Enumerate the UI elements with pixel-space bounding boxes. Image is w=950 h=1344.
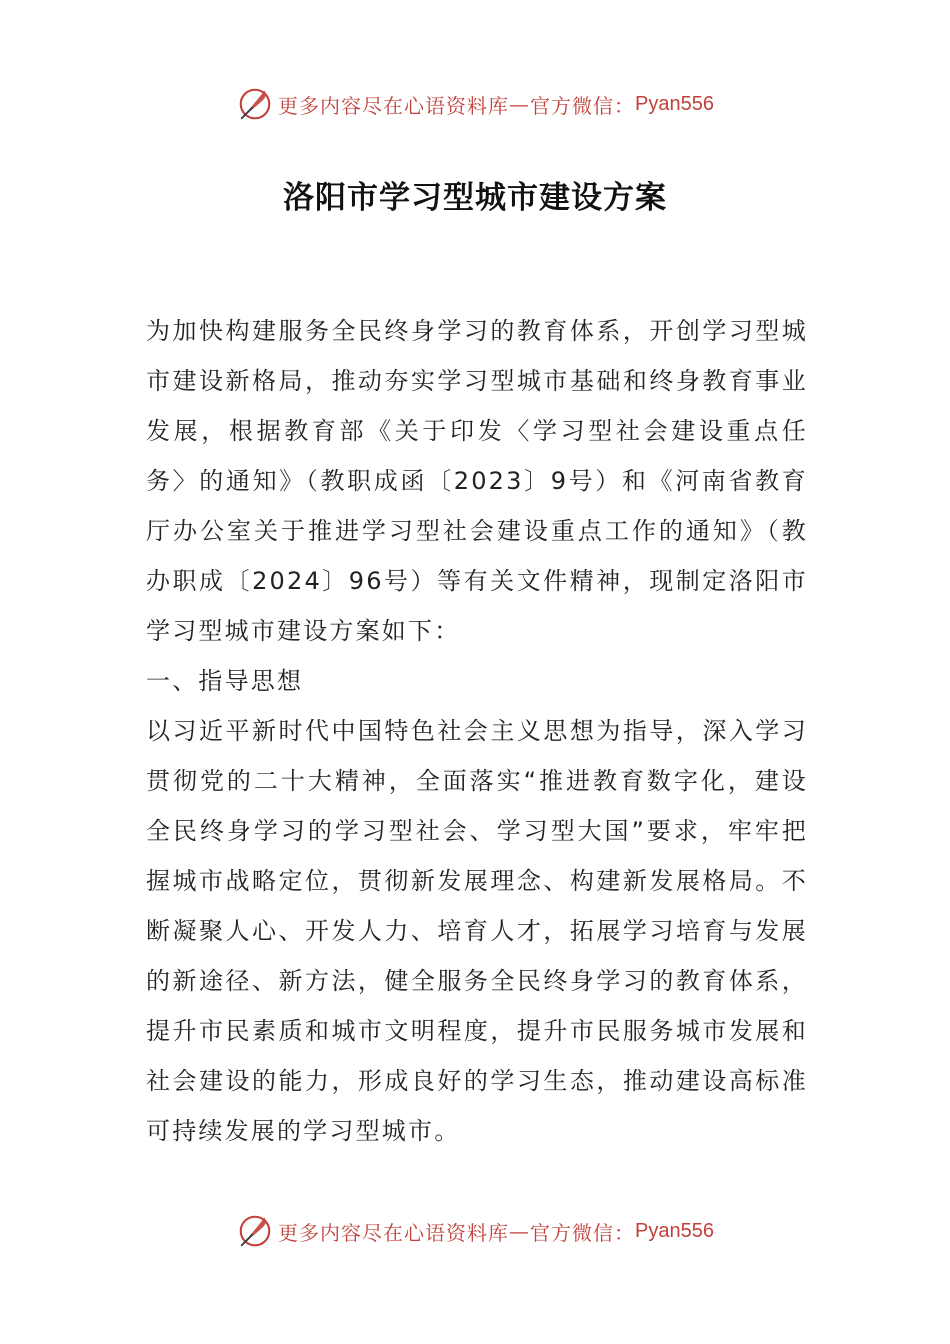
section-heading-guiding-ideology: 一、指导思想 <box>146 667 304 695</box>
watermark-header <box>0 84 950 124</box>
watermark-wechat-id: Pyan556 <box>635 92 714 115</box>
watermark-wechat-label: 官方微信： <box>530 93 636 118</box>
watermark-separator: — <box>509 92 531 116</box>
guiding-ideology-paragraph: 以习近平新时代中国特色社会主义思想为指导，深入学习贯彻党的二十大精神，全面落实“推进教育数字化，建设全民终身学习的学习型社会、学习型大国”要求，牢牢把握城市战略定位，贯彻新发展理念、构建新发展格局。不断凝聚人心、开发人力、培育人才，拓展学习培育与发展的新途径、新方法，健全服务全民终身学习的教育体系，提升市民素质和城市文明程度，提升市民服务城市发展和社会建设的能力，形成良好的学习生态，推动建设高标准可持续发展的学习型城市。 <box>146 717 808 1145</box>
quill-logo-icon <box>236 1212 274 1250</box>
document-body <box>146 306 808 1156</box>
watermark-wechat-label: 官方微信： <box>530 1220 636 1245</box>
watermark-brand-text: 更多内容尽在心语资料库 <box>278 93 510 118</box>
intro-paragraph: 为加快构建服务全民终身学习的教育体系，开创学习型城市建设新格局，推动夯实学习型城市基础和终身教育事业发展，根据教育部《关于印发〈学习型社会建设重点任务〉的通知》（教职成函〔2023〕9号）和《河南省教育厅办公室关于推进学习型社会建设重点工作的通知》（教办职成〔2024〕96号）等有关文件精神，现制定洛阳市学习型城市建设方案如下： <box>146 317 808 645</box>
watermark-brand-text: 更多内容尽在心语资料库 <box>278 1220 510 1245</box>
watermark-separator: — <box>509 1219 531 1243</box>
document-title: 洛阳市学习型城市建设方案 <box>283 180 667 216</box>
quill-logo-icon <box>236 85 274 123</box>
watermark-footer <box>0 1211 950 1251</box>
watermark-wechat-id: Pyan556 <box>635 1219 714 1242</box>
